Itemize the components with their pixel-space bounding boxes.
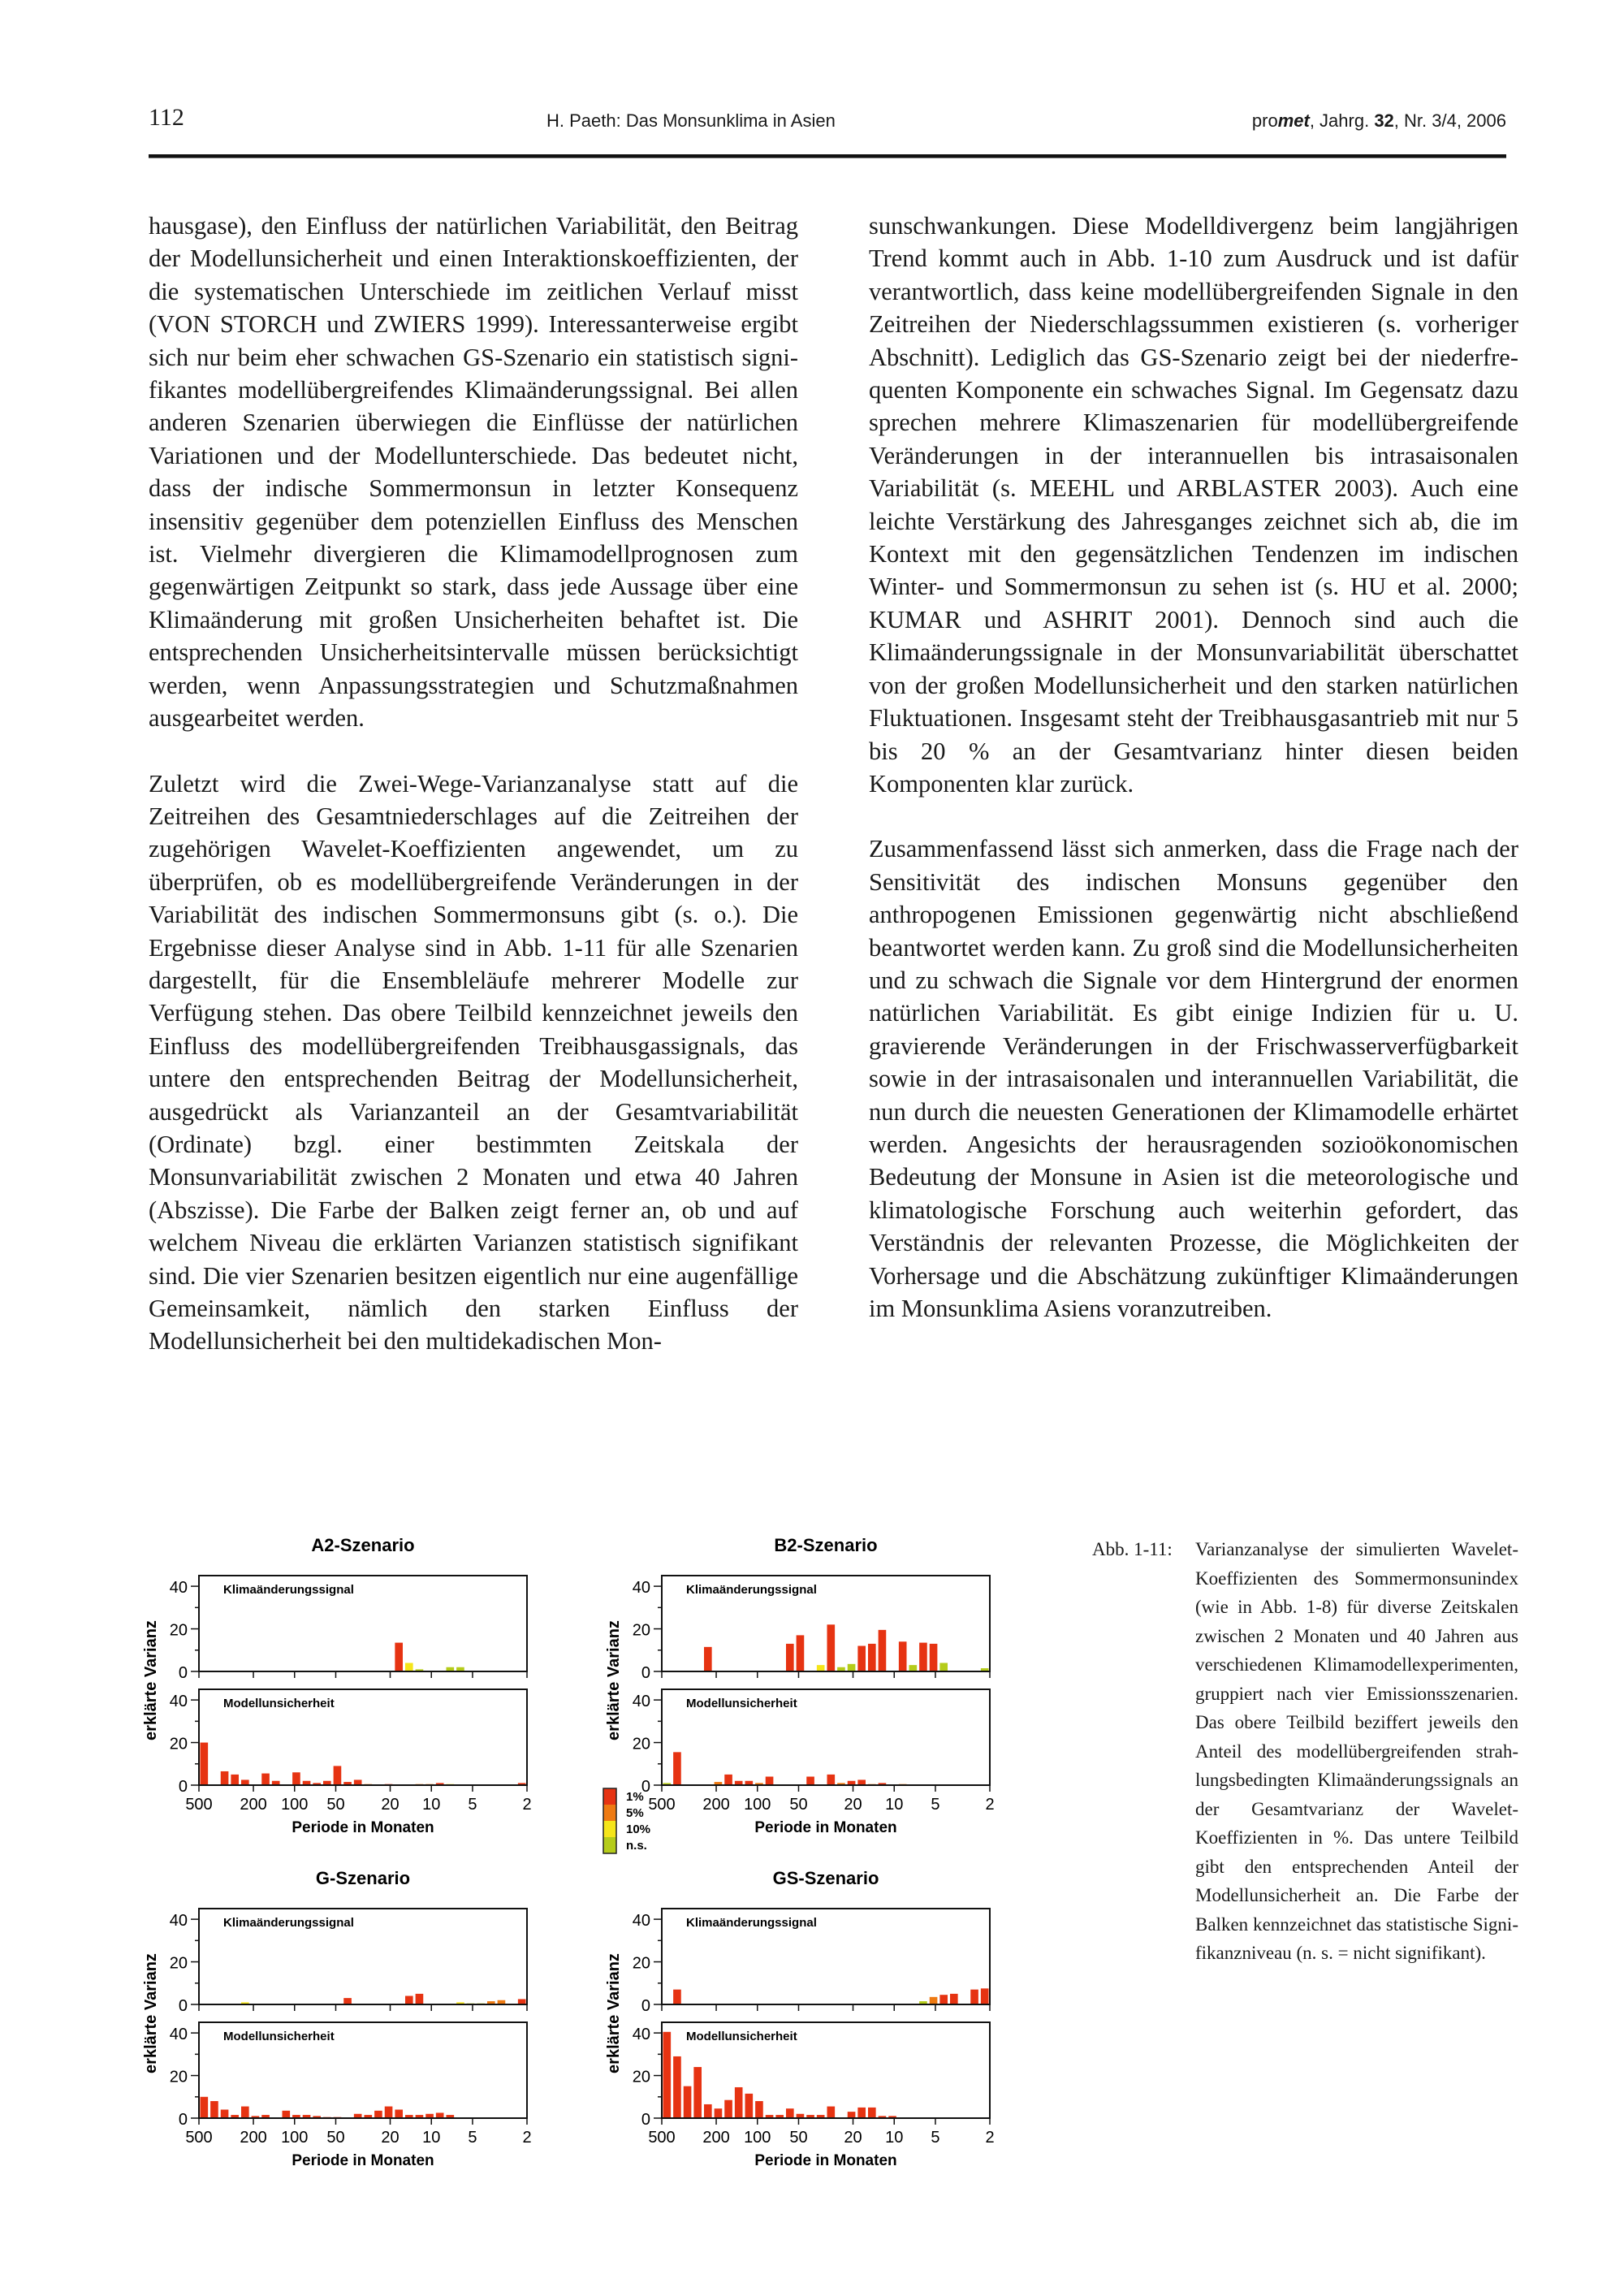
x-tick-label: 100 xyxy=(744,1796,771,1814)
paragraph: Zuletzt wird die Zwei-Wege-Varianzanalyse statt auf die Zeitreihen des Gesamtniederschlages auf die Zeitreihen der zugehörigen Wavelet-Koeffizienten angewendet, um zu überprüfen, ob es modellübergreifende Veränderungen in der Variabilität des indischen Sommermonsuns gibt (s. o.). Die Ergebnisse dieser Analyse sind in Abb. 1-11 für alle Szenarien dargestellt, für die Ensembleläufe mehrerer Modelle zur Verfügung stehen. Das obere Teilbild kennzeichnet jeweils den Einfluss des modellübergreifenden Treibhausgassignals, das untere den entsprechenden Beitrag der Modellunsicherheit, ausgedrückt als Varianzanteil an der Gesamtvariabilität (Ordinate) bzgl. einer bestimmten Zeitskala der Monsunvariabilität zwischen 2 Monaten und etwa 40 Jahren (Abszisse). Die Farbe der Balken zeigt ferner an, ob und auf welchem Niveau die erklärten Varianzen statistisch signifikant sind. Die vier Szenarien besitzen eigentlich nur eine augenfällige Gemeinsamkeit, nämlich den starken Einfluss der Modellunsicherheit bei den multidekadischen Mon- xyxy=(149,769,798,1356)
bar xyxy=(693,2067,702,2118)
x-tick-label: 5 xyxy=(468,1796,477,1814)
x-axis-label: Periode in Monaten xyxy=(754,2152,897,2169)
panel-title: B2-Szenario xyxy=(774,1535,878,1555)
x-tick-label: 20 xyxy=(844,1796,862,1814)
x-tick-label: 50 xyxy=(326,2129,345,2147)
x-tick-label: 20 xyxy=(381,1796,400,1814)
bar xyxy=(919,1643,927,1671)
x-tick-label: 500 xyxy=(648,1796,676,1814)
x-tick-label: 10 xyxy=(885,2129,904,2147)
x-tick-label: 2 xyxy=(522,2129,532,2147)
legend-label: 5% xyxy=(626,1806,644,1820)
x-tick-label: 50 xyxy=(789,2129,808,2147)
y-tick-label: 20 xyxy=(169,1954,188,1973)
y-tick-label: 40 xyxy=(169,2026,188,2044)
y-tick-label: 40 xyxy=(632,1579,650,1598)
y-tick-label: 20 xyxy=(632,1954,650,1973)
x-tick-label: 200 xyxy=(240,1796,267,1814)
y-tick-label: 0 xyxy=(641,1778,650,1796)
bar xyxy=(786,1644,794,1671)
x-tick-label: 50 xyxy=(326,1796,345,1814)
bar xyxy=(766,1777,774,1785)
bar xyxy=(981,1988,989,2004)
legend-label: 1% xyxy=(626,1790,644,1804)
bar xyxy=(673,2056,681,2118)
left-column xyxy=(149,210,798,1390)
bar xyxy=(374,2111,382,2118)
x-tick-label: 500 xyxy=(185,2129,213,2147)
subpanel-label: Klimaänderungssignal xyxy=(223,1916,354,1930)
bar xyxy=(909,1665,918,1671)
panel-title: A2-Szenario xyxy=(311,1535,415,1555)
legend-swatch xyxy=(603,1805,616,1821)
x-tick-label: 100 xyxy=(281,2129,309,2147)
bar xyxy=(343,1998,352,2004)
subpanel-label: Modellunsicherheit xyxy=(686,1697,797,1710)
bar xyxy=(241,2107,249,2118)
x-tick-label: 2 xyxy=(985,2129,995,2147)
journal-name-brand: met xyxy=(1277,110,1310,131)
bar xyxy=(201,2097,209,2118)
legend-swatch xyxy=(603,1788,616,1805)
bar xyxy=(663,2032,672,2118)
bar xyxy=(704,2104,712,2118)
bar xyxy=(201,1743,209,1785)
variance-chart xyxy=(138,1527,1072,2177)
bar xyxy=(405,1663,413,1671)
bar xyxy=(939,1995,948,2004)
y-tick-label: 40 xyxy=(632,2026,650,2044)
y-tick-label: 0 xyxy=(178,1778,188,1796)
x-tick-label: 500 xyxy=(185,1796,213,1814)
bar xyxy=(797,1635,805,1671)
bar xyxy=(715,2108,723,2118)
x-tick-label: 5 xyxy=(931,1796,940,1814)
bar xyxy=(827,1624,836,1671)
header-rule xyxy=(149,154,1506,158)
subpanel-label: Modellunsicherheit xyxy=(223,1697,335,1710)
y-tick-label: 0 xyxy=(178,2111,188,2129)
y-tick-label: 40 xyxy=(632,1693,650,1711)
y-tick-label: 40 xyxy=(169,1579,188,1598)
x-tick-label: 10 xyxy=(422,1796,441,1814)
journal-name-prefix: pro xyxy=(1251,110,1278,131)
x-tick-label: 500 xyxy=(648,2129,676,2147)
y-tick-label: 40 xyxy=(632,1912,650,1931)
y-tick-label: 0 xyxy=(641,1997,650,2015)
bar xyxy=(827,1775,836,1785)
y-axis-label: erklärte Varianz xyxy=(605,1620,623,1740)
journal-year: , Jahrg. xyxy=(1309,110,1375,131)
bar xyxy=(395,2110,403,2118)
y-tick-label: 20 xyxy=(632,1735,650,1753)
bar xyxy=(221,1771,229,1785)
y-tick-label: 20 xyxy=(632,1621,650,1640)
paragraph: Zusammenfassend lässt sich anmerken, dass die Frage nach der Sensitivität des indischen Monsuns gegenüber den anthropogenen Emissionen gegenwärtig nicht abschließend beantwortet werden kann. Zu groß sind die Modellunsicherheiten und zu schwach die Signale vor dem Hintergrund der enormen natürlichen Variabilität. Es gibt einige Indizien für u. U. gravierende Veränderungen in der Frischwasserverfügbarkeit sowie in der intrasaisonalen und interannuellen Variabilität, die nun durch die neuesten Generationen der Klimamodelle erhärtet werden. Angesichts der herausragenden sozioökonomischen Bedeutung der Monsune in Asien ist die meteorologische und klimatologische Forschung auch weiterhin gefordert, das Verständnis der relevanten Prozesse, die Möglichkeiten der Vorhersage und die Abschätzung zukünftiger Klimaänderungen im Monsunklima Asiens voranzutreiben. xyxy=(869,835,1518,1322)
journal-volume: 32 xyxy=(1374,110,1394,131)
x-axis-label: Periode in Monaten xyxy=(292,1819,434,1836)
legend-swatch xyxy=(603,1821,616,1837)
bar xyxy=(724,2100,732,2118)
page-header xyxy=(149,104,1506,136)
x-axis-label: Periode in Monaten xyxy=(292,2152,434,2169)
bar xyxy=(970,1990,978,2004)
bar xyxy=(868,2108,876,2118)
subpanel-label: Modellunsicherheit xyxy=(223,2030,335,2043)
bar xyxy=(405,1996,413,2004)
bar xyxy=(879,1630,887,1671)
paragraph: hausgase), den Einfluss der natürlichen Variabilität, den Beitrag der Modellunsicherheit und einen Interaktionskoeffizienten, der die systematischen Unterschiede im zeitlichen Verlauf misst (VON STORCH und ZWIERS 1999). Interessanterweise ergibt sich nur beim eher schwachen GS-Szenario ein statistisch signifikantes modellübergreifendes Klimaänderungssignal. Bei allen anderen Szenarien überwiegen die Einflüsse der natürlichen Variationen und der Modellunterschiede. Das bedeutet nicht, dass der indische Sommermonsun in letzter Konsequenz insensitiv gegenüber dem potenziellen Einfluss des Menschen ist. Vielmehr divergieren die Klimamodellprognosen zum gegenwärtigen Zeitpunkt so stark, dass jede Aussage über eine Klimaänderung mit großen Unsicherheiten behaftet ist. Die entsprechenden Unsicherheitsintervalle müssen berücksichtigt werden, wenn Anpassungsstrategien und Schutzmaßnahmen ausgearbeitet werden. xyxy=(149,212,798,733)
x-tick-label: 20 xyxy=(844,2129,862,2147)
x-axis-label: Periode in Monaten xyxy=(754,1819,897,1836)
panel-title: GS-Szenario xyxy=(772,1868,879,1888)
x-tick-label: 2 xyxy=(985,1796,995,1814)
subpanel-label: Klimaänderungssignal xyxy=(686,1583,817,1597)
bar xyxy=(857,2108,866,2118)
legend-label: n.s. xyxy=(626,1839,647,1853)
x-tick-label: 100 xyxy=(744,2129,771,2147)
bar xyxy=(745,2094,754,2118)
caption-text: Varianzanalyse der simulierten Wavelet-Koeffizienten des Sommermonsunindex (wie in Abb. 1-8) für diverse Zeitskalen zwischen 2 Monaten und 40 Jahren aus verschiedenen Klimamodellexperimenten, gruppiert nach vier Emissionsszenarien. Das obere Teilbild beziffert jeweils den Anteil des modellübergreifenden strahlungsbedingten Klimaänderungssignals an der Gesamtvarianz der Wavelet-Koeffizienten in %. Das untere Teilbild gibt den entsprechenden Anteil der Modellunsicherheit an. Die Farbe der Balken kennzeichnet das statistische Signifikanzniveau (n. s. = nicht signifikant). xyxy=(1195,1539,1518,1963)
x-tick-label: 50 xyxy=(789,1796,808,1814)
subpanel-label: Klimaänderungssignal xyxy=(686,1916,817,1930)
bar xyxy=(292,1772,300,1785)
subpanel-label: Modellunsicherheit xyxy=(686,2030,797,2043)
legend-label: 10% xyxy=(626,1823,651,1836)
bar xyxy=(755,2101,763,2118)
bar xyxy=(673,1990,681,2004)
paragraph: sunschwankungen. Diese Modelldivergenz beim langjährigen Trend kommt auch in Abb. 1-10 zum Ausdruck und ist dafür verantwortlich, dass keine modellübergreifenden Signale in den Zeitreihen der Niederschlagssummen existieren (s. vorheriger Abschnitt). Lediglich das GS-Szenario zeigt bei der niederfrequenten Komponente ein schwaches Signal. Im Gegensatz dazu sprechen mehrere Klimaszenarien für modellübergreifende Veränderungen in der interannuellen bis intrasaisonalen Variabilität (s. MEEHL und ARBLASTER 2003). Auch eine leichte Verstärkung des Jahresganges zeichnet sich ab, die im Kontext mit den gegensätzlichen Tendenzen im indischen Winter- und Sommermonsun zu sehen ist (s. HU et al. 2000; KUMAR und ASHRIT 2001). Dennoch sind auch die Klimaänderungssignale in der Monsunvariabilität überschattet von der großen Modellunsicherheit und den starken natürlichen Fluktuationen. Insgesamt steht der Treibhausgasantrieb mit nur 5 bis 20 % an der Gesamtvarianz hinter diesen beiden Komponenten klar zurück. xyxy=(869,212,1518,798)
y-tick-label: 0 xyxy=(641,1664,650,1682)
y-tick-label: 20 xyxy=(169,2068,188,2086)
x-tick-label: 5 xyxy=(931,2129,940,2147)
y-tick-label: 20 xyxy=(632,2068,650,2086)
y-tick-label: 0 xyxy=(641,2111,650,2129)
x-tick-label: 10 xyxy=(422,2129,441,2147)
bar xyxy=(334,1766,342,1785)
x-tick-label: 5 xyxy=(468,2129,477,2147)
y-tick-label: 40 xyxy=(169,1912,188,1931)
right-column xyxy=(869,210,1518,1357)
y-tick-label: 0 xyxy=(178,1997,188,2015)
bar xyxy=(950,1994,958,2004)
y-tick-label: 0 xyxy=(178,1664,188,1682)
bar xyxy=(939,1663,948,1671)
bar xyxy=(724,1775,732,1785)
bar xyxy=(857,1646,866,1671)
bar xyxy=(930,1997,938,2004)
figure-abb-1-11 xyxy=(138,1527,1072,2177)
figure-caption xyxy=(1092,1535,1518,1968)
page-number: 112 xyxy=(149,104,184,131)
running-title: H. Paeth: Das Monsunklima in Asien xyxy=(546,110,836,131)
bar xyxy=(416,1994,424,2004)
bar xyxy=(221,2110,229,2118)
y-tick-label: 20 xyxy=(169,1735,188,1753)
y-tick-label: 20 xyxy=(169,1621,188,1640)
x-tick-label: 10 xyxy=(885,1796,904,1814)
journal-info xyxy=(1252,110,1506,132)
x-tick-label: 20 xyxy=(381,2129,400,2147)
bar xyxy=(786,2108,794,2118)
bar xyxy=(673,1752,681,1785)
bar xyxy=(848,1664,856,1671)
bar xyxy=(283,2111,291,2118)
bar xyxy=(827,2107,836,2118)
bar xyxy=(261,1774,270,1785)
bar xyxy=(395,1643,403,1671)
bar xyxy=(806,1777,814,1785)
y-axis-label: erklärte Varianz xyxy=(142,1620,160,1740)
bar xyxy=(930,1644,938,1671)
bar xyxy=(704,1647,712,1671)
x-tick-label: 200 xyxy=(240,2129,267,2147)
x-tick-label: 200 xyxy=(702,1796,730,1814)
bar xyxy=(231,1775,239,1785)
bar xyxy=(735,2087,743,2118)
bar xyxy=(868,1644,876,1671)
x-tick-label: 2 xyxy=(522,1796,532,1814)
y-axis-label: erklärte Varianz xyxy=(142,1953,160,2073)
caption-label: Abb. 1-11: xyxy=(1092,1539,1173,1559)
x-tick-label: 100 xyxy=(281,1796,309,1814)
journal-issue: , Nr. 3/4, 2006 xyxy=(1393,110,1506,131)
y-axis-label: erklärte Varianz xyxy=(605,1953,623,2073)
x-tick-label: 200 xyxy=(702,2129,730,2147)
bar xyxy=(210,2101,218,2118)
subpanel-label: Klimaänderungssignal xyxy=(223,1583,354,1597)
panel-title: G-Szenario xyxy=(315,1868,411,1888)
y-tick-label: 40 xyxy=(169,1693,188,1711)
bar xyxy=(817,1665,825,1671)
bar xyxy=(899,1641,907,1671)
bar xyxy=(848,2112,856,2118)
bar xyxy=(385,2107,393,2118)
bar xyxy=(684,2086,692,2118)
legend-swatch xyxy=(603,1837,616,1853)
